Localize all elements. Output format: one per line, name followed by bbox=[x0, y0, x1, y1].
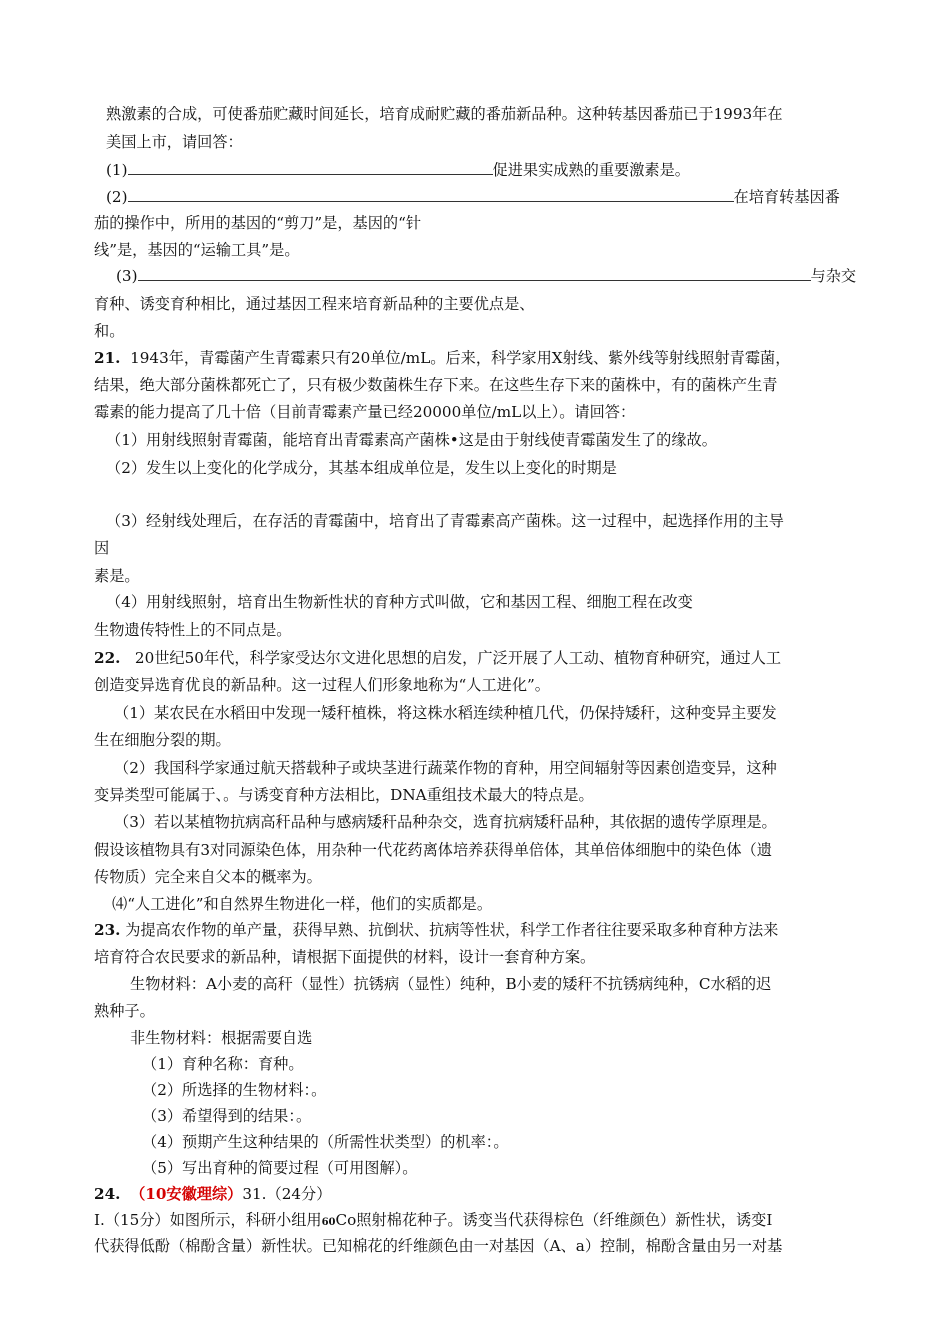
text-line: （5）写出育种的简要过程（可用图解）。 bbox=[142, 1159, 418, 1177]
text-line: （4）预期产生这种结果的（所需性状类型）的机率：。 bbox=[142, 1133, 509, 1151]
item-text: 与杂交 bbox=[810, 267, 857, 285]
text-line: （3）希望得到的结果：。 bbox=[142, 1107, 312, 1125]
item-number: (1) bbox=[106, 161, 128, 179]
text-line: 培育符合农民要求的新品种，请根据下面提供的材料，设计一套育种方案。 bbox=[94, 948, 596, 966]
text-line: 熟种子。 bbox=[94, 1002, 155, 1020]
question-source: （10安徽理综） bbox=[130, 1185, 243, 1203]
text-line: 代获得低酚（棉酚含量）新性状。已知棉花的纤维颜色由一对基因（A、a）控制，棉酚含量由另一对基 bbox=[94, 1237, 783, 1255]
text-line: 茄的操作中，所用的基因的“剪刀”是，基因的“针 bbox=[94, 214, 422, 232]
text-line: （2）发生以上变化的化学成分，其基本组成单位是，发生以上变化的时期是 bbox=[106, 459, 617, 477]
text-line: 生物材料：A小麦的高秆（显性）抗锈病（显性）纯种，B小麦的矮秆不抗锈病纯种，C水稻的迟 bbox=[130, 975, 772, 993]
text-line: 线”是，基因的“运输工具”是。 bbox=[94, 241, 300, 259]
text-line: 霉素的能力提高了几十倍（目前青霉素产量已经20000单位/mL以上）。请回答： bbox=[94, 403, 636, 421]
text-line: 生物遗传特性上的不同点是。 bbox=[94, 621, 292, 639]
text-line: 熟激素的合成，可使番茄贮藏时间延长，培育成耐贮藏的番茄新品种。这种转基因番茄已于1993年在 bbox=[106, 105, 783, 123]
question-number: 24. bbox=[94, 1185, 121, 1203]
isotope-mass-number: 60 bbox=[321, 1217, 336, 1228]
text-line: （3）若以某植物抗病高秆品种与感病矮秆品种杂交，选育抗病矮秆品种，其依据的遗传学原理是。 bbox=[114, 813, 777, 831]
item-number: (3) bbox=[116, 267, 138, 285]
text-line bbox=[106, 187, 840, 207]
question-number: 23. bbox=[94, 921, 121, 939]
answer-blank bbox=[128, 187, 734, 202]
text-line: 变异类型可能属于、。与诱变育种方法相比，DNA重组技术最大的特点是。 bbox=[94, 786, 594, 804]
text-line: 育种、诱变育种相比，通过基因工程来培育新品种的主要优点是、 bbox=[94, 295, 535, 313]
question-23-line: 23. 为提高农作物的单产量，获得早熟、抗倒状、抗病等性状，科学工作者往往要采取多种育种方法来 bbox=[94, 921, 779, 939]
text-line: （2）我国科学家通过航天搭载种子或块茎进行蔬菜作物的育种，用空间辐射等因素创造变异，这种 bbox=[114, 759, 777, 777]
text-line: （1）育种名称：育种。 bbox=[142, 1055, 304, 1073]
text-line: 生在细胞分裂的期。 bbox=[94, 731, 231, 749]
text-line: 因 bbox=[94, 539, 110, 557]
text-line: 传物质）完全来自父本的概率为。 bbox=[94, 868, 322, 886]
item-text: 在培育转基因番 bbox=[733, 188, 840, 206]
text-line: 素是。 bbox=[94, 567, 140, 585]
text-line: 和。 bbox=[94, 322, 125, 340]
item-number: (2) bbox=[106, 188, 128, 206]
text-line bbox=[106, 160, 690, 180]
text-line: 假设该植物具有3对同源染色体，用杂种一代花药离体培养获得单倍体，其单倍体细胞中的染色体（遗 bbox=[94, 841, 772, 859]
question-24-line: 24. （10安徽理综）31.（24分） bbox=[94, 1185, 332, 1203]
text-line: （4）用射线照射，培育出生物新性状的育种方式叫做，它和基因工程、细胞工程在改变 bbox=[106, 593, 693, 611]
question-number: 21. bbox=[94, 349, 121, 367]
answer-blank bbox=[138, 266, 811, 281]
text-line: （1）某农民在水稻田中发现一矮秆植株，将这株水稻连续种植几代，仍保持矮秆，这种变异主要发 bbox=[114, 704, 777, 722]
question-21-line: 21. 1943年，青霉菌产生青霉素只有20单位/mL。后来，科学家用X射线、紫外线等射线照射青霉菌， bbox=[94, 349, 791, 367]
text-line: （3）经射线处理后，在存活的青霉菌中，培育出了青霉素高产菌株。这一过程中，起选择作用的主导 bbox=[106, 512, 784, 530]
text-line: ⑷“人工进化”和自然界生物进化一样，他们的实质都是。 bbox=[112, 895, 493, 913]
text-line: （1）用射线照射青霉菌，能培育出青霉素高产菌株•这是由于射线使青霉菌发生了的缘故。 bbox=[106, 431, 717, 449]
item-text: 促进果实成熟的重要激素是。 bbox=[492, 161, 690, 179]
text-line: 非生物材料：根据需要自选 bbox=[130, 1029, 313, 1047]
answer-blank bbox=[128, 160, 493, 175]
text-line: （2）所选择的生物材料：。 bbox=[142, 1081, 327, 1099]
text-line: 创造变异选育优良的新品种。这一过程人们形象地称为“人工进化”。 bbox=[94, 676, 550, 694]
text-line: 结果，绝大部分菌株都死亡了，只有极少数菌株生存下来。在这些生存下来的菌株中，有的菌株产生青 bbox=[94, 376, 778, 394]
text-line: I.（15分）如图所示，科研小组用60Co照射棉花种子。诱变当代获得棕色（纤维颜色）新性状，诱变I bbox=[94, 1211, 773, 1229]
text-line: 美国上市，请回答： bbox=[106, 133, 243, 151]
text-line bbox=[116, 266, 856, 286]
question-22-line: 22. 20世纪50年代，科学家受达尔文进化思想的启发，广泛开展了人工动、植物育种研究，通过人工 bbox=[94, 649, 782, 667]
question-number: 22. bbox=[94, 649, 121, 667]
